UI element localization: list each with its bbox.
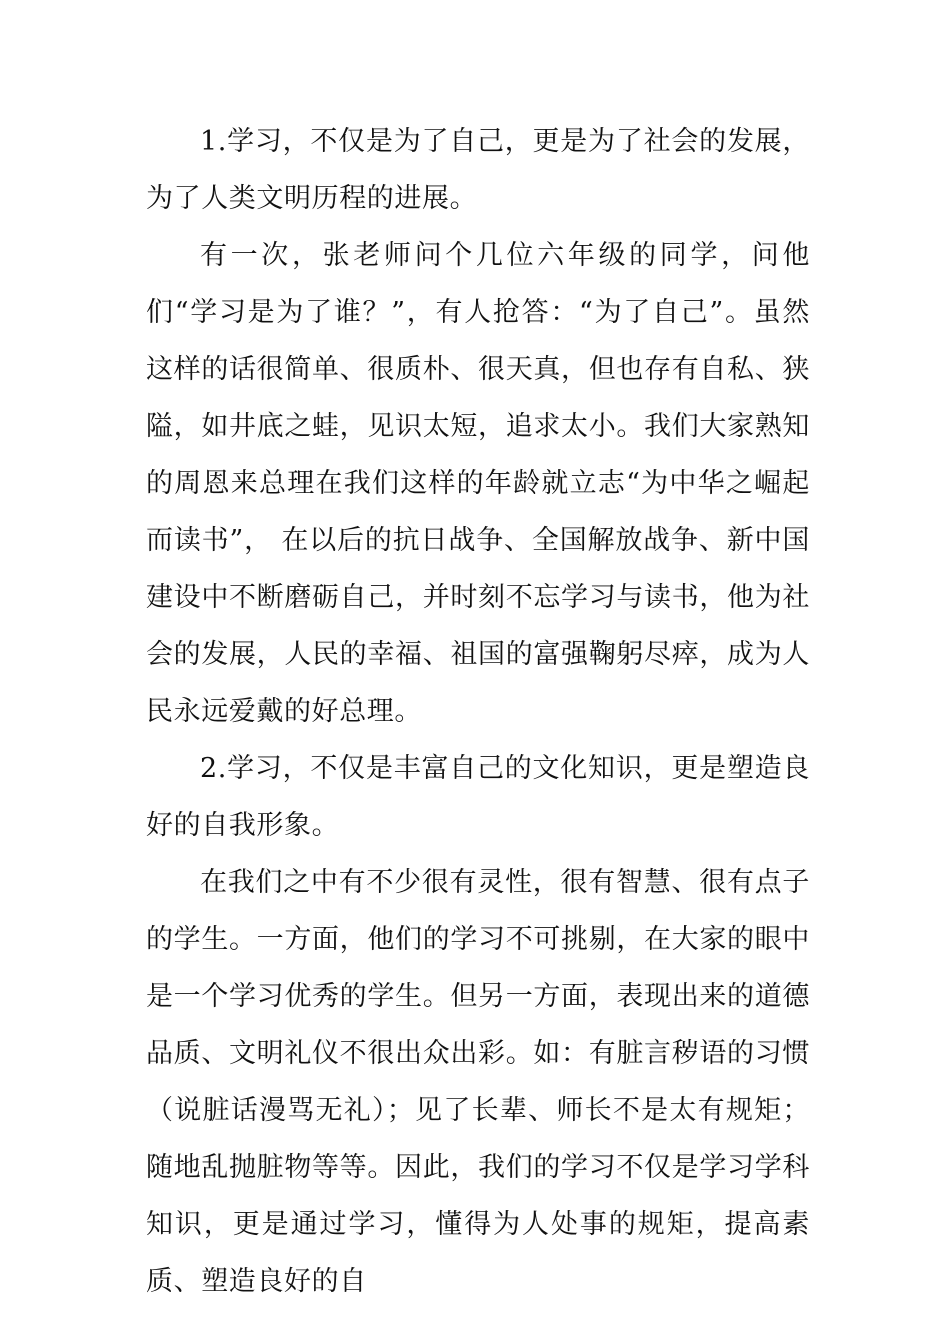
paragraph-2: 有一次，张老师问个几位六年级的同学，问他们“学习是为了谁？”，有人抢答：“为了自己”。虽然这样的话很简单、很质朴、很天真，但也存有自私、狭隘，如井底之蛙，见识太短，追求太小。我们大家熟知的周恩来总理在我们这样的年龄就立志“为中华之崛起而读书”， 在以后的抗日战争、全国解放战争、新中国建设中不断磨砺自己，并时刻不忘学习与读书，他为社会的发展，人民的幸福、祖国的富强鞠躬尽瘁，成为人民永远爱戴的好总理。 <box>146 240 810 727</box>
paragraph-1: 1.学习，不仅是为了自己，更是为了社会的发展，为了人类文明历程的进展。 <box>146 126 810 214</box>
document-body <box>146 113 810 1310</box>
paragraph-4: 在我们之中有不少很有灵性，很有智慧、很有点子的学生。一方面，他们的学习不可挑剔，在大家的眼中是一个学习优秀的学生。但另一方面，表现出来的道德品质、文明礼仪不很出众出彩。如：有脏言秽语的习惯（说脏话漫骂无礼）；见了长辈、师长不是太有规矩；随地乱抛脏物等等。因此，我们的学习不仅是学习学科知识，更是通过学习，懂得为人处事的规矩，提高素质、塑造良好的自 <box>146 867 810 1297</box>
paragraph-3: 2.学习，不仅是丰富自己的文化知识，更是塑造良好的自我形象。 <box>146 753 810 841</box>
